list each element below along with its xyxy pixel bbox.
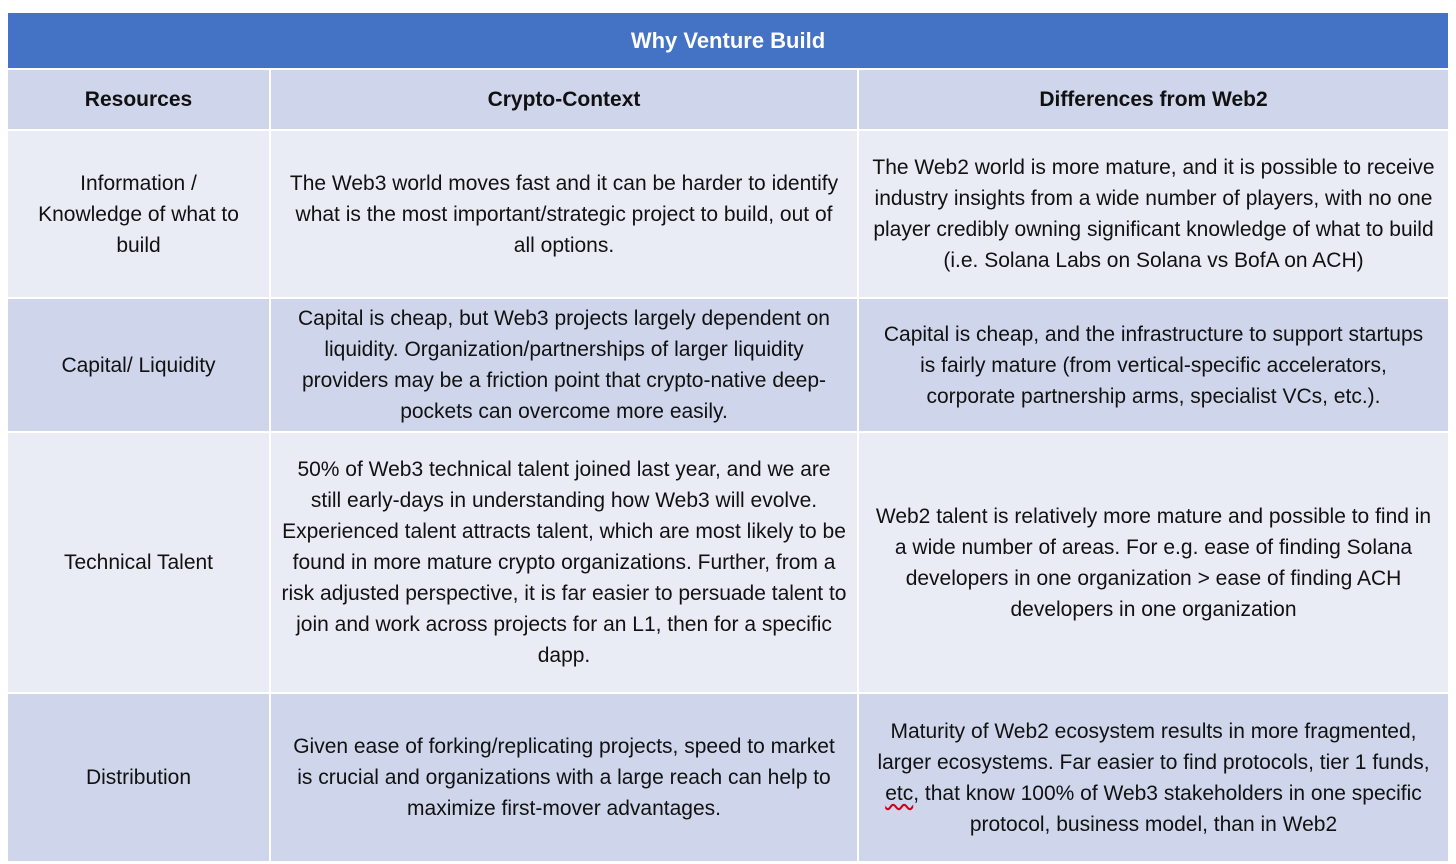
crypto-context-cell: 50% of Web3 technical talent joined last year, and we are still early-days in understanding how Web3 will evolve. Experienced talent attracts talent, which are most likely to be found in more mature crypto organizations. Further, from a risk adjusted perspective, it is far easier to persuade talent to join and work across projects for an L1, then for a specific dapp. [271, 433, 859, 692]
web2-difference-cell [859, 694, 1448, 861]
table-row [8, 131, 1448, 299]
crypto-context-cell: The Web3 world moves fast and it can be harder to identify what is the most important/strategic project to build, out of all options. [271, 131, 859, 297]
resource-cell: Information / Knowledge of what to build [8, 131, 271, 297]
venture-build-table [8, 13, 1448, 861]
web2-text-before: Maturity of Web2 ecosystem results in more fragmented, larger ecosystems. Far easier to find protocols, tier 1 funds, [877, 719, 1430, 774]
web2-difference-cell: Capital is cheap, and the infrastructure to support startups is fairly mature (from vertical-specific accelerators, corporate partnership arms, specialist VCs, etc.). [883, 322, 1424, 408]
header-resources: Resources [8, 70, 271, 129]
resource-cell: Capital/ Liquidity [8, 299, 271, 431]
web2-difference-cell: The Web2 world is more mature, and it is possible to receive industry insights from a wide number of players, with no one player credibly owning significant knowledge of what to build (i.e. Solana Labs on Solana vs BofA on ACH) [872, 156, 1435, 272]
table-row [8, 299, 1448, 433]
resource-cell: Technical Talent [8, 433, 271, 692]
resource-cell: Distribution [8, 694, 271, 861]
web2-difference-cell: Web2 talent is relatively more mature and possible to find in a wide number of areas. For e.g. ease of finding Solana developers in one organization > ease of finding ACH developers in one organization [875, 504, 1432, 621]
header-crypto-context: Crypto-Context [271, 70, 859, 129]
table-row [8, 433, 1448, 694]
web2-text-after: , that know 100% of Web3 stakeholders in one specific protocol, business model, than in Web2 [913, 781, 1422, 836]
web2-difference-text [867, 716, 1440, 840]
table-row [8, 694, 1448, 861]
crypto-context-cell: Capital is cheap, but Web3 projects largely dependent on liquidity. Organization/partnerships of larger liquidity providers may be a friction point that crypto-native deep-pockets can overcome more easily. [271, 299, 859, 431]
header-row [8, 70, 1448, 131]
header-differences-web2: Differences from Web2 [1039, 88, 1268, 111]
spellcheck-flag: etc [885, 781, 914, 805]
table-title: Why Venture Build [8, 13, 1448, 70]
crypto-context-cell: Given ease of forking/replicating projects, speed to market is crucial and organizations with a large reach can help to maximize first-mover advantages. [271, 694, 859, 861]
